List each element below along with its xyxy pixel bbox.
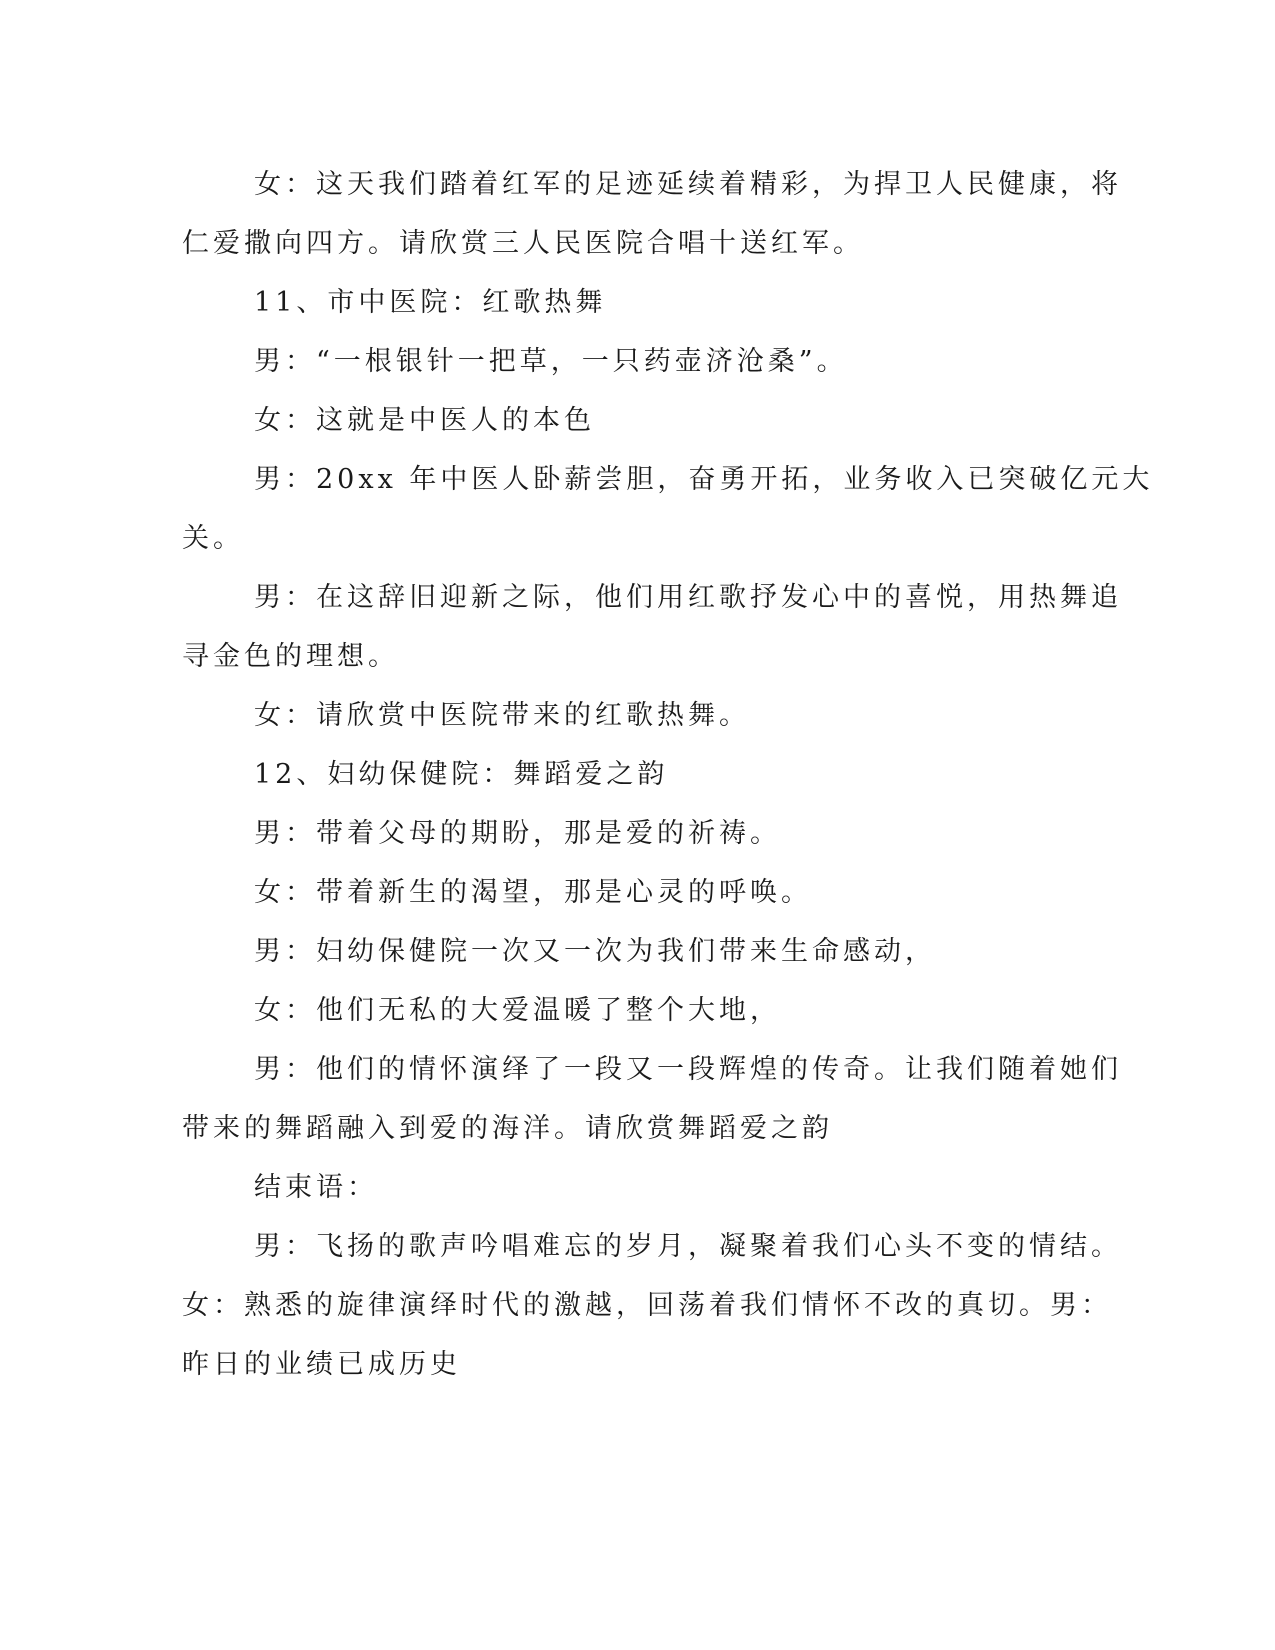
text-line: 男：带着父母的期盼，那是爱的祈祷。 bbox=[254, 818, 781, 849]
text-line: 女：带着新生的渴望，那是心灵的呼唤。 bbox=[254, 877, 812, 908]
text-line: 男：他们的情怀演绎了一段又一段辉煌的传奇。让我们随着她们 bbox=[254, 1054, 1122, 1085]
text-line: 男：“一根银针一把草，一只药壶济沧桑”。 bbox=[254, 346, 848, 377]
section-heading: 12、妇幼保健院：舞蹈爱之韵 bbox=[254, 759, 669, 790]
text-line: 寻金色的理想。 bbox=[182, 641, 399, 672]
text-line: 女：这就是中医人的本色 bbox=[254, 405, 595, 436]
document-body bbox=[182, 155, 1154, 1394]
text-line: 昨日的业绩已成历史 bbox=[182, 1349, 461, 1380]
text-line: 带来的舞蹈融入到爱的海洋。请欣赏舞蹈爱之韵 bbox=[182, 1113, 833, 1144]
text-line: 仁爱撒向四方。请欣赏三人民医院合唱十送红军。 bbox=[182, 228, 864, 259]
text-line: 男：飞扬的歌声吟唱难忘的岁月，凝聚着我们心头不变的情结。 bbox=[254, 1231, 1122, 1262]
text-line: 女：熟悉的旋律演绎时代的激越，回荡着我们情怀不改的真切。男： bbox=[182, 1290, 1112, 1321]
text-line: 女：他们无私的大爱温暖了整个大地， bbox=[254, 995, 781, 1026]
text-line: 关。 bbox=[182, 523, 244, 554]
section-heading: 11、市中医院：红歌热舞 bbox=[254, 287, 607, 318]
text-line: 女：请欣赏中医院带来的红歌热舞。 bbox=[254, 700, 750, 731]
section-heading: 结束语： bbox=[254, 1172, 378, 1203]
text-line: 女：这天我们踏着红军的足迹延续着精彩，为捍卫人民健康，将 bbox=[254, 169, 1122, 200]
text-line: 男：妇幼保健院一次又一次为我们带来生命感动， bbox=[254, 936, 936, 967]
text-line: 男：20xx 年中医人卧薪尝胆，奋勇开拓，业务收入已突破亿元大 bbox=[254, 464, 1154, 495]
text-line: 男：在这辞旧迎新之际，他们用红歌抒发心中的喜悦，用热舞追 bbox=[254, 582, 1122, 613]
